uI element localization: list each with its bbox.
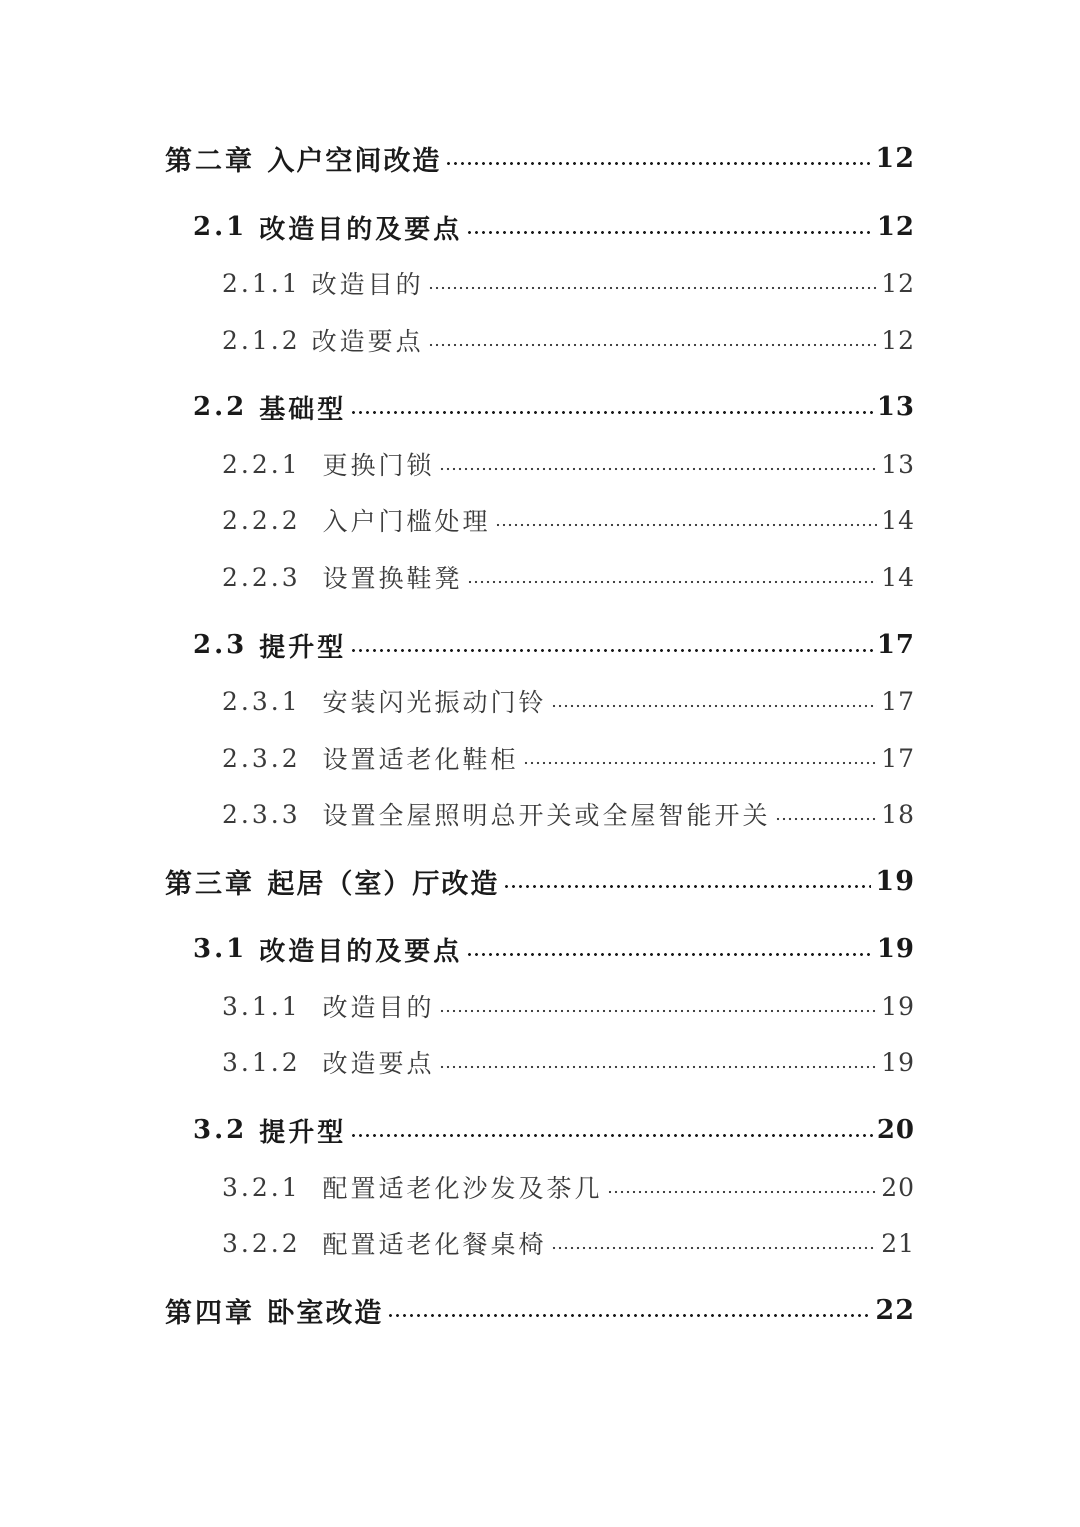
toc-entry-page: 12 (875, 142, 915, 174)
dot-leader (551, 1243, 878, 1253)
toc-entry-title: 配置适老化沙发及茶几 (322, 1174, 603, 1203)
toc-entry-title: 起居（室）厅改造 (267, 868, 500, 900)
toc-entry-page: 19 (881, 1047, 915, 1077)
toc-entry-page: 20 (876, 1115, 915, 1145)
dot-leader (467, 577, 878, 587)
toc-entry-subsection (0, 738, 1080, 778)
toc-entry-section (0, 929, 1080, 969)
toc-entry-subsection (0, 1042, 1080, 1082)
toc-entry-number: 2.2.1 (222, 449, 301, 479)
toc-entry-title: 基础型 (259, 394, 347, 425)
toc-entry-page: 19 (876, 934, 915, 964)
toc-entry-number: 2.2 (193, 392, 248, 422)
toc-entry-page: 12 (876, 212, 915, 242)
toc-entry-number: 第三章 (165, 868, 255, 900)
toc-entry-title: 设置适老化鞋柜 (322, 745, 519, 774)
toc-entry-page: 19 (875, 865, 915, 897)
dot-leader (428, 340, 878, 350)
toc-entry-section (0, 207, 1080, 247)
toc-entry-subsection (0, 794, 1080, 834)
toc-entry-number: 2.3.3 (222, 799, 301, 829)
toc-entry-number: 第二章 (165, 145, 255, 177)
toc-entry-page: 17 (881, 743, 915, 773)
toc-entry-number: 2.2.3 (222, 562, 301, 592)
dot-leader (350, 1130, 873, 1140)
toc-entry-section (0, 387, 1080, 427)
toc-entry-title: 入户空间改造 (267, 145, 442, 177)
toc-entry-number: 3.1.1 (222, 991, 301, 1021)
toc-entry-number: 2.1.2 (222, 325, 301, 355)
toc-entry-number: 3.1.2 (222, 1047, 301, 1077)
toc-entry-subsection (0, 1167, 1080, 1207)
toc-entry-number: 2.3.1 (222, 686, 301, 716)
dot-leader (775, 814, 878, 824)
dot-leader (523, 758, 878, 768)
toc-entry-subsection (0, 557, 1080, 597)
toc-entry-number: 2.3.2 (222, 743, 301, 773)
toc-entry-number: 3.2 (193, 1115, 248, 1145)
toc-entry-number: 2.3 (193, 630, 248, 660)
dot-leader (439, 1006, 878, 1016)
toc-entry-page: 14 (881, 562, 915, 592)
toc-entry-subsection (0, 500, 1080, 540)
dot-leader (503, 881, 871, 891)
dot-leader (387, 1310, 871, 1320)
dot-leader (445, 158, 871, 168)
toc-entry-number: 3.2.1 (222, 1172, 301, 1202)
toc-entry-number: 2.2.2 (222, 505, 301, 535)
toc-entry-page: 20 (881, 1172, 915, 1202)
toc-entry-subsection (0, 1223, 1080, 1263)
toc-entry-title: 改造目的 (322, 993, 435, 1022)
dot-leader (428, 283, 878, 293)
toc-entry-number: 第四章 (165, 1297, 255, 1329)
dot-leader (551, 701, 878, 711)
toc-entry-title: 设置全屋照明总开关或全屋智能开关 (322, 801, 771, 830)
toc-entry-page: 12 (881, 325, 915, 355)
dot-leader (466, 227, 873, 237)
toc-entry-title: 改造目的及要点 (259, 214, 463, 245)
dot-leader (466, 949, 873, 959)
toc-entry-page: 19 (881, 991, 915, 1021)
toc-entry-page: 17 (876, 630, 915, 660)
toc-entry-chapter (0, 138, 1080, 178)
toc-entry-section (0, 625, 1080, 665)
toc-entry-number: 3.2.2 (222, 1228, 301, 1258)
toc-entry-chapter (0, 861, 1080, 901)
toc-entry-subsection (0, 681, 1080, 721)
toc-entry-subsection (0, 320, 1080, 360)
toc-entry-page: 14 (881, 505, 915, 535)
toc-entry-subsection (0, 444, 1080, 484)
toc-entry-subsection (0, 263, 1080, 303)
dot-leader (607, 1187, 878, 1197)
toc-entry-page: 12 (881, 268, 915, 298)
toc-entry-page: 21 (881, 1228, 915, 1258)
toc-entry-number: 2.1.1 (222, 268, 301, 298)
toc-entry-title: 入户门槛处理 (322, 507, 491, 536)
toc-entry-section (0, 1110, 1080, 1150)
toc-entry-page: 22 (875, 1294, 915, 1326)
toc-entry-title: 改造要点 (322, 1049, 435, 1078)
toc-entry-title: 更换门锁 (322, 451, 435, 480)
toc-entry-title: 配置适老化餐桌椅 (322, 1230, 547, 1259)
dot-leader (495, 520, 878, 530)
toc-entry-title: 改造要点 (311, 327, 424, 356)
dot-leader (350, 407, 873, 417)
toc-entry-page: 18 (881, 799, 915, 829)
toc-entry-title: 改造目的及要点 (259, 936, 463, 967)
dot-leader (439, 1062, 878, 1072)
toc-entry-title: 安装闪光振动门铃 (322, 688, 547, 717)
dot-leader (350, 645, 873, 655)
toc-entry-chapter (0, 1290, 1080, 1330)
toc-entry-title: 卧室改造 (267, 1297, 384, 1329)
toc-entry-title: 设置换鞋凳 (322, 564, 463, 593)
toc-entry-page: 17 (881, 686, 915, 716)
toc-entry-title: 提升型 (259, 632, 347, 663)
toc-entry-subsection (0, 986, 1080, 1026)
toc-entry-number: 3.1 (193, 934, 248, 964)
dot-leader (439, 464, 878, 474)
toc-entry-title: 提升型 (259, 1117, 347, 1148)
toc-entry-number: 2.1 (193, 212, 248, 242)
toc-entry-title: 改造目的 (311, 270, 424, 299)
toc-entry-page: 13 (876, 392, 915, 422)
toc-entry-page: 13 (881, 449, 915, 479)
